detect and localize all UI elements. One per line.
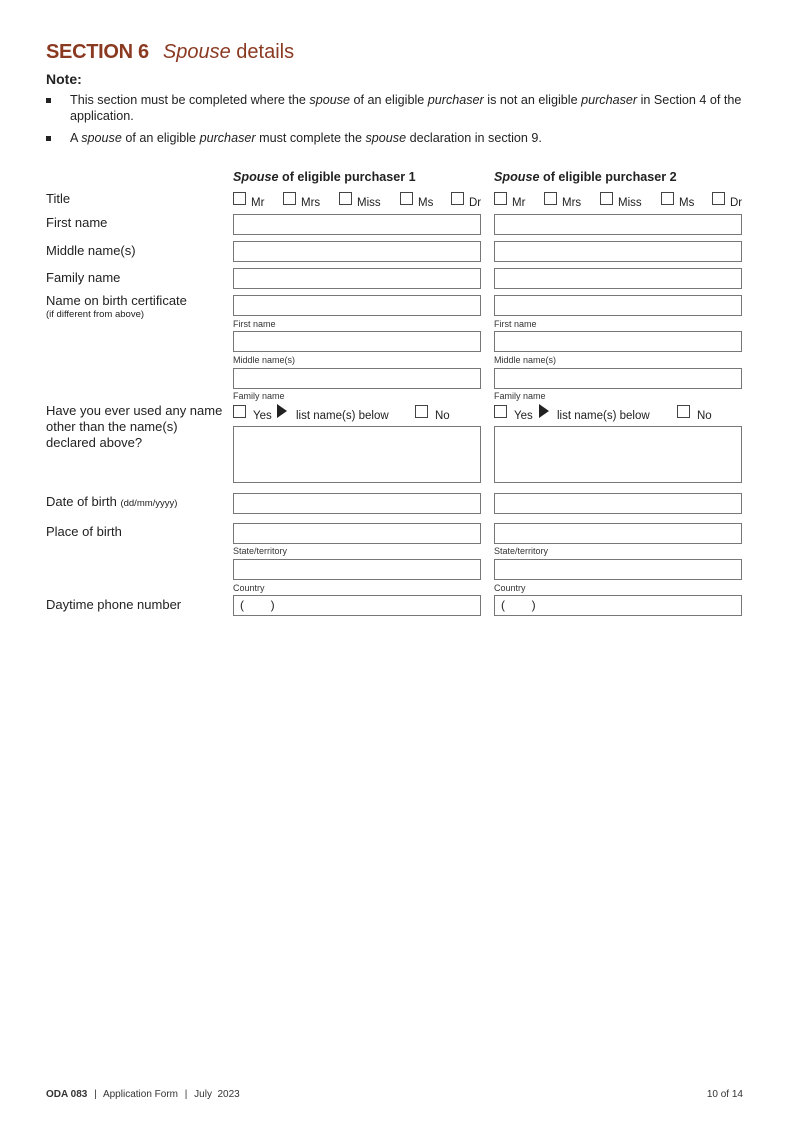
title-ms-checkbox[interactable] (400, 192, 413, 205)
date-of-birth-input[interactable] (494, 493, 742, 514)
section-title (46, 41, 294, 64)
bullet-square-icon (46, 136, 51, 141)
footer-page-number: 10 of 14 (706, 1089, 743, 1100)
other-name-no-checkbox[interactable] (677, 405, 690, 418)
title-mr-checkbox[interactable] (494, 192, 507, 205)
date-of-birth-input[interactable] (233, 493, 481, 514)
other-name-no-label: No (435, 410, 450, 422)
daytime-phone-input[interactable]: ( ) (233, 595, 481, 616)
title-miss-label: Miss (618, 197, 642, 209)
label-other-name: Have you ever used any name other than the name(s) declared above? (46, 403, 223, 450)
label-daytime-phone: Daytime phone number (46, 597, 182, 612)
caption-first-name: First name (494, 319, 537, 329)
birth-cert-first-name-input[interactable] (233, 295, 481, 316)
birth-country-input[interactable] (233, 559, 481, 580)
footer-form-name: Application Form (102, 1089, 178, 1100)
title-options-purchaser-1 (233, 192, 485, 212)
title-miss-label: Miss (357, 197, 381, 209)
label-birth-certificate-sub: (if different from above) (46, 309, 145, 320)
birth-cert-family-name-input[interactable] (233, 368, 481, 389)
label-family-name: Family name (46, 270, 121, 285)
footer-separator: | (184, 1089, 188, 1100)
title-ms-checkbox[interactable] (661, 192, 674, 205)
title-dr-label: Dr (469, 197, 482, 209)
caption-state: State/territory (494, 546, 549, 556)
footer-separator: | (94, 1089, 97, 1100)
note-bullet-1 (46, 93, 746, 125)
bullet-square-icon (46, 98, 51, 103)
daytime-phone-input[interactable]: ( ) (494, 595, 742, 616)
other-name-list-label: list name(s) below (557, 410, 650, 422)
label-middle-names: Middle name(s) (46, 243, 136, 258)
note-bullet-1-text: This section must be completed where the spouse of an eligible purchaser is not an eligible purchaser in Section 4 of the application. (70, 93, 742, 123)
title-dr-checkbox[interactable] (451, 192, 464, 205)
label-date-of-birth: Date of birth (dd/mm/yyyy) (46, 494, 178, 509)
other-name-yes-label: Yes (253, 410, 272, 422)
label-place-of-birth: Place of birth (46, 524, 122, 539)
family-name-input[interactable] (233, 268, 481, 289)
family-name-input[interactable] (494, 268, 742, 289)
title-ms-label: Ms (679, 197, 695, 209)
title-mrs-label: Mrs (301, 197, 321, 209)
title-mr-label: Mr (251, 197, 265, 209)
title-mr-checkbox[interactable] (233, 192, 246, 205)
birth-cert-middle-names-input[interactable] (494, 331, 742, 352)
title-mr-label: Mr (512, 197, 526, 209)
birth-state-input[interactable] (494, 523, 742, 544)
birth-country-input[interactable] (494, 559, 742, 580)
caption-family-name: Family name (494, 391, 546, 401)
title-dr-checkbox[interactable] (712, 192, 725, 205)
caption-country: Country (233, 583, 265, 593)
section-number: SECTION 6 (46, 41, 149, 63)
middle-names-input[interactable] (494, 241, 742, 262)
label-first-name: First name (46, 215, 108, 230)
title-mrs-checkbox[interactable] (544, 192, 557, 205)
other-name-no-label: No (697, 410, 712, 422)
first-name-input[interactable] (494, 214, 742, 235)
caption-first-name: First name (233, 319, 276, 329)
middle-names-input[interactable] (233, 241, 481, 262)
label-dob-format: (dd/mm/yyyy) (120, 498, 178, 509)
other-name-yes-checkbox[interactable] (494, 405, 507, 418)
note-bullet-2 (46, 131, 746, 147)
caption-state: State/territory (233, 546, 288, 556)
title-mrs-label: Mrs (562, 197, 582, 209)
first-name-input[interactable] (233, 214, 481, 235)
section-title-rest: details (230, 41, 295, 63)
title-miss-checkbox[interactable] (600, 192, 613, 205)
other-name-yes-checkbox[interactable] (233, 405, 246, 418)
other-name-no-checkbox[interactable] (415, 405, 428, 418)
note-heading: Note: (46, 71, 82, 87)
title-ms-label: Ms (418, 197, 434, 209)
title-options-purchaser-2 (494, 192, 746, 212)
label-birth-certificate: Name on birth certificate (if different from above) (46, 293, 228, 321)
birth-cert-first-name-input[interactable] (494, 295, 742, 316)
footer-date: July 2023 (194, 1089, 240, 1100)
birth-cert-family-name-input[interactable] (494, 368, 742, 389)
birth-cert-middle-names-input[interactable] (233, 331, 481, 352)
other-names-textarea[interactable] (233, 426, 481, 483)
other-name-list-label: list name(s) below (296, 410, 389, 422)
title-miss-checkbox[interactable] (339, 192, 352, 205)
column-heading-purchaser-2: Spouse of eligible purchaser 2 (494, 170, 677, 184)
caption-middle-names: Middle name(s) (233, 355, 296, 365)
footer-form-code: ODA 083 (46, 1089, 88, 1100)
caption-family-name: Family name (233, 391, 285, 401)
arrow-right-icon (539, 404, 549, 418)
column-heading-purchaser-1: Spouse of eligible purchaser 1 (233, 170, 416, 184)
arrow-right-icon (277, 404, 287, 418)
title-dr-label: Dr (730, 197, 743, 209)
caption-country: Country (494, 583, 526, 593)
label-title: Title (46, 191, 71, 206)
note-bullet-2-text: A spouse of an eligible purchaser must complete the spouse declaration in section 9. (70, 131, 542, 145)
birth-state-input[interactable] (233, 523, 481, 544)
title-mrs-checkbox[interactable] (283, 192, 296, 205)
section-title-emphasis: Spouse (162, 41, 231, 63)
caption-middle-names: Middle name(s) (494, 355, 557, 365)
other-names-textarea[interactable] (494, 426, 742, 483)
footer-left (46, 1089, 240, 1100)
other-name-yes-label: Yes (514, 410, 533, 422)
